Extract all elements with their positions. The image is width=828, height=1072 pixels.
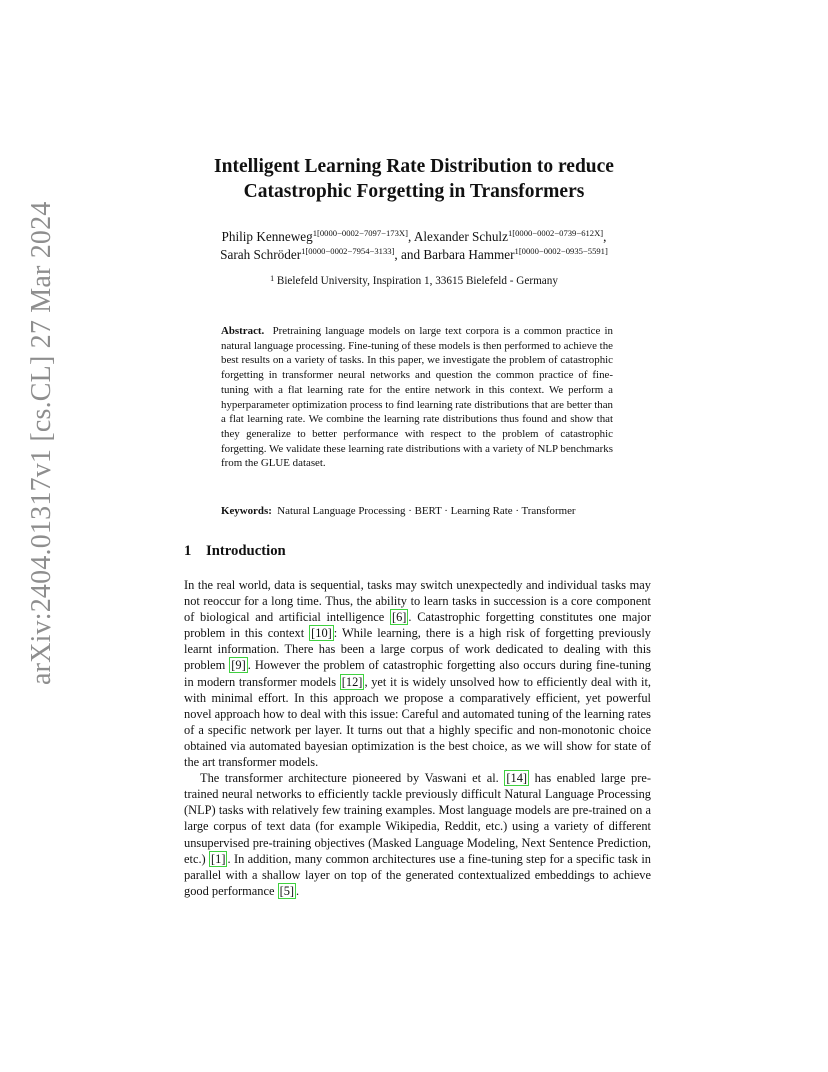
abstract-text: Pretraining language models on large text corpora is a common practice in natural language processing. Fine-tuning of these models is then performed to achieve the best results on a variety of tasks. In this paper, we investigate the problem of catastrophic forgetting in transformer neural networks and question the common practice of fine-tuning with a flat learning rate for the entire network in this context. We perform a hyperparameter optimization process to find learning rate distributions that are better than a flat learning rate. We combine the learning rate distributions thus found and show that they generalize to better performance with respect to the problem of catastrophic forgetting. We validate these learning rate distributions with a variety of NLP benchmarks from the GLUE dataset. <box>221 325 613 470</box>
paragraph-text: . <box>296 883 300 898</box>
keywords-label: Keywords: <box>221 505 272 517</box>
section-title: Introduction <box>206 543 286 559</box>
paragraph-text: . In addition, many common architectures use a fine-tuning step for a specific task in parallel with a shallow layer on top of the generated contextualized embeddings to achieve good performance <box>184 851 651 898</box>
author-line-2 <box>150 246 678 264</box>
abstract <box>221 324 613 471</box>
orcid-superscript: 1[0000−0002−7954−3133] <box>301 246 395 256</box>
arxiv-identifier-stamp: arXiv:2404.01317v1 [cs.CL] 27 Mar 2024 <box>26 201 57 685</box>
author-list <box>150 228 678 264</box>
citation-link[interactable]: [1] <box>211 851 226 866</box>
affiliation-marker: 1 <box>270 274 275 283</box>
citation-link[interactable]: [14] <box>506 771 528 786</box>
paragraph-text: , yet it is widely unsolved how to efficiently deal with it, with minimal effort. In this approach we propose a comparatively efficient, yet powerful novel approach how to deal with this issue: Careful and automated tuning of the learning rates of a specific network per layer. It turns out that a highly specific and non-monotonic choice obtained via automated bayesian optimization is the best choice, as we will show for state of the art transformer models. <box>184 674 651 770</box>
paragraph-2 <box>184 770 651 899</box>
author-line-1 <box>150 228 678 246</box>
citation-link[interactable]: [5] <box>279 883 295 898</box>
section-heading-introduction <box>184 543 286 560</box>
abstract-label: Abstract. <box>221 325 265 337</box>
author-name: , and Barbara Hammer <box>394 247 515 262</box>
keywords-text: Natural Language Processing · BERT · Learning Rate · Transformer <box>277 505 576 517</box>
orcid-superscript: 1[0000−0002−7097−173X] <box>312 228 408 238</box>
paragraph-text: The transformer architecture pioneered by Vaswani et al. <box>200 771 505 786</box>
citation-link[interactable]: [10] <box>311 626 332 641</box>
paragraph-text: . However the problem of catastrophic forgetting also occurs during fine-tuning in modern transformer models <box>184 658 652 689</box>
paragraph-text: has enabled large pre-trained neural networks to efficiently tackle previously difficult Natural Language Processing (NLP) tasks with relatively few training examples. Most language models are pre-trained on a large corpus of text data (for example Wikipedia, Reddit, etc.) using a variety of different unsupervised pre-training objectives (Masked Language Modeling, Next Sentence Prediction, etc.) <box>184 771 651 866</box>
citation-link[interactable]: [9] <box>231 658 246 673</box>
citation-link[interactable]: [6] <box>391 610 407 625</box>
affiliation-text: Bielefeld University, Inspiration 1, 33615 Bielefeld - Germany <box>274 275 558 287</box>
paragraph-1 <box>184 577 651 770</box>
citation-link[interactable]: [12] <box>341 674 363 689</box>
paragraph-text: In the real world, data is sequential, tasks may switch unexpectedly and individual tasks may not reoccur for a long time. Thus, the ability to learn tasks in succession is a core component of biological and artificial intelligence <box>184 578 651 625</box>
orcid-superscript: 1[0000−0002−0739−612X] <box>507 228 604 238</box>
author-name: Philip Kenneweg <box>221 229 313 244</box>
author-name: Sarah Schröder <box>220 247 302 262</box>
affiliation <box>150 275 678 287</box>
orcid-superscript: 1[0000−0002−0935−5591] <box>514 246 608 256</box>
paper-title-line-2: Catastrophic Forgetting in Transformers <box>243 181 585 202</box>
author-name: , Alexander Schulz <box>407 229 508 244</box>
section-number: 1 <box>184 543 192 559</box>
paragraph-text: . Catastrophic forgetting constitutes one major problem in this context <box>184 610 652 641</box>
paragraph-text: : While learning, there is a high risk of forgetting previously learnt information. There has been a large corpus of work dedicated to dealing with this problem <box>184 626 651 673</box>
author-separator: , <box>603 229 607 244</box>
paper-title <box>150 154 678 204</box>
paper-title-line-1: Intelligent Learning Rate Distribution to reduce <box>214 156 614 177</box>
introduction-body <box>184 577 651 899</box>
keywords <box>221 504 621 518</box>
